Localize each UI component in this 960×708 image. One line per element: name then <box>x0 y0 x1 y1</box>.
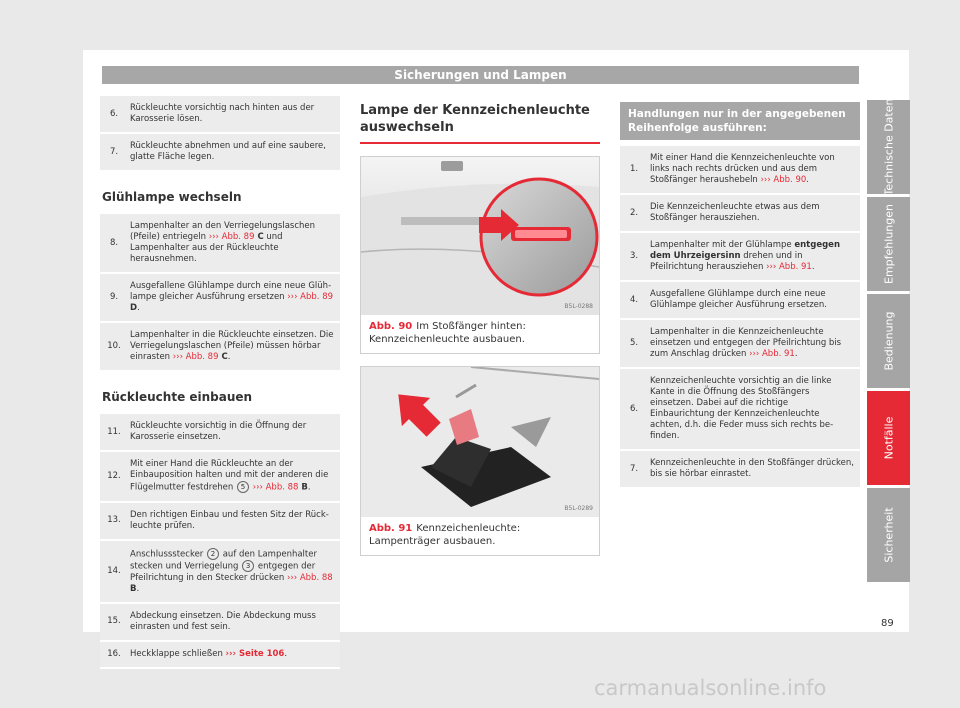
table-row <box>620 232 860 281</box>
column-middle <box>360 96 600 556</box>
table-row <box>100 451 340 502</box>
step-number: 13. <box>100 502 128 540</box>
step-number: 10. <box>100 322 128 371</box>
steps-table-einbauen <box>100 414 340 669</box>
step-number: 6. <box>100 96 128 133</box>
figure-ref: B <box>298 482 308 493</box>
step-text <box>128 451 340 502</box>
text-segment: . <box>811 262 815 272</box>
step-number: 1. <box>620 146 648 194</box>
tab-label: Sicherheit <box>882 507 895 563</box>
emphasis-text: entgegen dem Uhrzeigersinn <box>650 240 840 261</box>
step-text <box>128 540 340 603</box>
section-title-gluehlampe: Glühlampe wechseln <box>102 190 242 204</box>
step-number: 5. <box>620 319 648 368</box>
watermark-text: carmanualsonline.info <box>594 676 827 700</box>
step-text <box>648 319 860 368</box>
step-number: 12. <box>100 451 128 502</box>
step-text: Rückleuchte vorsichtig in die Öffnung der Karosserie einsetzen. <box>128 414 340 451</box>
figure-caption <box>361 315 599 353</box>
tab-empfehlungen[interactable] <box>867 197 910 291</box>
text-segment: drehen und in Pfeilrichtung herausziehen <box>650 251 803 272</box>
step-text <box>128 273 340 322</box>
steps-table-gluehlampe <box>100 214 340 372</box>
tab-label: Empfehlungen <box>882 204 895 284</box>
text-segment: auf den Lampenhalter stecken und Verriegelung <box>130 549 317 572</box>
figure-link[interactable]: ››› Abb. 91 <box>766 262 812 272</box>
step-text: Ausgefallene Glühlampe durch eine neue Glühlampe gleicher Ausführung ersetzen. <box>648 281 860 319</box>
figure-91-illustration <box>361 367 599 517</box>
figure-ref: C <box>254 232 264 242</box>
figure-label: Abb. 91 <box>369 523 413 534</box>
table-row <box>100 540 340 603</box>
table-row <box>100 603 340 641</box>
step-number: 7. <box>100 133 128 171</box>
table-row <box>620 368 860 450</box>
step-text <box>128 322 340 371</box>
figure-caption <box>361 517 599 555</box>
text-segment: Heckklappe schließen <box>130 648 226 659</box>
chapter-tabs <box>867 100 910 584</box>
step-text: Den richtigen Einbau und festen Sitz der Rückleuchte prüfen. <box>128 502 340 540</box>
table-row <box>100 133 340 171</box>
step-number: 8. <box>100 214 128 273</box>
table-row <box>100 214 340 273</box>
text-segment: entgegen der Pfeilrichtung in den Stecker drücken <box>130 561 316 583</box>
text-segment: . <box>137 303 140 313</box>
step-text: Rückleuchte abnehmen und auf eine saubere, glatte Fläche legen. <box>128 133 340 171</box>
callout-circle: 2 <box>207 548 219 560</box>
table-row <box>100 273 340 322</box>
tab-technische-daten[interactable] <box>867 100 910 194</box>
callout-circle: 3 <box>242 560 254 572</box>
text-segment: Lampenhalter mit der Glühlampe <box>650 240 795 250</box>
table-row <box>100 502 340 540</box>
text-segment: . <box>806 175 809 185</box>
text-segment: Anschlussstecker <box>130 549 207 559</box>
table-row <box>100 322 340 371</box>
step-text <box>648 146 860 194</box>
page-header: Sicherungen und Lampen <box>102 66 859 84</box>
step-text <box>128 214 340 273</box>
section-heading-kennzeichenleuchte: Lampe der Kennzeichenleuchte auswechseln <box>360 102 600 144</box>
figure-91 <box>360 366 600 556</box>
step-text: Kennzeichenleuchte in den Stoßfänger drücken, bis sie hörbar einrastet. <box>648 450 860 488</box>
step-number: 9. <box>100 273 128 322</box>
column-left <box>100 96 340 669</box>
table-row <box>620 281 860 319</box>
page-number: 89 <box>881 618 894 629</box>
text-segment: und Lampenhalter aus der Rückleuchte herausnehmen. <box>130 232 283 264</box>
figure-link[interactable]: ››› Abb. 90 <box>760 175 807 185</box>
tab-sicherheit[interactable] <box>867 488 910 582</box>
tab-notfaelle[interactable] <box>867 391 910 485</box>
figure-ref: D <box>130 303 138 313</box>
step-text: Abdeckung einsetzen. Die Abdeckung muss einrasten und fest sein. <box>128 603 340 641</box>
tab-bedienung[interactable] <box>867 294 910 388</box>
text-segment: Mit einer Hand die Kennzeichenleuchte von links nach rechts drücken und aus dem Stoßfänger heraushebeln <box>650 153 835 185</box>
text-segment: Lampenhalter an den Verriegelungslaschen (Pfeile) entriegeln <box>130 221 316 242</box>
text-segment: . <box>136 583 140 594</box>
step-number: 15. <box>100 603 128 641</box>
step-text <box>128 641 340 668</box>
tab-label: Technische Daten <box>882 98 895 196</box>
column-right <box>620 102 860 489</box>
figure-link[interactable]: ››› Abb. 89 <box>172 352 219 362</box>
text-segment: . <box>307 482 311 493</box>
step-number: 6. <box>620 368 648 450</box>
table-row <box>620 146 860 194</box>
step-number: 3. <box>620 232 648 281</box>
page-link[interactable]: ››› Seite 106 <box>225 648 285 659</box>
step-text <box>648 232 860 281</box>
text-segment: . <box>227 352 231 362</box>
table-row <box>620 194 860 232</box>
tab-label: Notfälle <box>882 416 895 460</box>
step-number: 7. <box>620 450 648 488</box>
step-number: 14. <box>100 540 128 603</box>
step-number: 16. <box>100 641 128 668</box>
step-number: 11. <box>100 414 128 451</box>
text-segment: Lampenhalter in die Rückleuchte einsetzen. Die Verriegelungslaschen (Pfeile) müssen hörbar einrasten <box>130 330 334 362</box>
figure-link[interactable]: ››› Abb. 88 <box>286 572 333 583</box>
step-number: 4. <box>620 281 648 319</box>
callout-circle: 5 <box>237 481 249 493</box>
step-text: Rückleuchte vorsichtig nach hinten aus der Karosserie lösen. <box>128 96 340 133</box>
text-segment: Ausgefallene Glühlampe durch eine neue Glühlampe gleicher Ausführung ersetzen <box>130 281 332 302</box>
caption-text: Im Stoßfänger hinten: Kennzeichenleuchte ausbauen. <box>369 321 526 345</box>
tab-label: Bedienung <box>882 311 895 371</box>
steps-table-top <box>100 96 340 172</box>
text-segment: Mit einer Hand die Rückleuchte an der Einbauposition halten und mit der anderen die Flügelmutter festdrehen <box>130 459 329 493</box>
table-row <box>620 450 860 488</box>
text-segment: . <box>284 648 288 659</box>
figure-code: B5L-0288 <box>564 303 593 310</box>
figure-ref: C <box>218 352 228 362</box>
caption-text: Kennzeichenleuchte: Lampenträger ausbauen. <box>369 523 521 547</box>
figure-label: Abb. 90 <box>369 321 413 332</box>
figure-link[interactable]: ››› Abb. 91 <box>749 349 795 359</box>
step-text: Kennzeichenleuchte vorsichtig an die linke Kante in die Öffnung des Stoßfängers einsetzen. Dabei auf die richtige Einbaurichtung der Kennzeichenleuchte achten, d.h. die Feder muss sich rechts befinden. <box>648 368 860 450</box>
figure-link[interactable]: ››› Abb. 89 <box>208 232 255 242</box>
figure-90-illustration <box>361 157 599 315</box>
section-title-einbauen: Rückleuchte einbauen <box>102 390 253 404</box>
figure-code: B5L-0289 <box>564 505 593 512</box>
figure-link[interactable]: ››› Abb. 89 <box>287 292 334 302</box>
table-row <box>100 641 340 668</box>
table-row <box>100 414 340 451</box>
step-text: Die Kennzeichenleuchte etwas aus dem Stoßfänger herausziehen. <box>648 194 860 232</box>
figure-90 <box>360 156 600 354</box>
instructions-box-title: Handlungen nur in der angegebenen Reihenfolge ausführen: <box>620 102 860 140</box>
text-segment: . <box>794 349 798 359</box>
figure-ref: B <box>130 583 137 594</box>
figure-link[interactable]: ››› Abb. 88 <box>250 482 299 493</box>
table-row <box>100 96 340 133</box>
step-number: 2. <box>620 194 648 232</box>
text-segment: Lampenhalter in die Kennzeichenleuchte einsetzen und entgegen der Pfeilrichtung bis zum Anschlag drücken <box>650 327 842 359</box>
table-row <box>620 319 860 368</box>
steps-table-kennzeichenleuchte <box>620 146 860 489</box>
